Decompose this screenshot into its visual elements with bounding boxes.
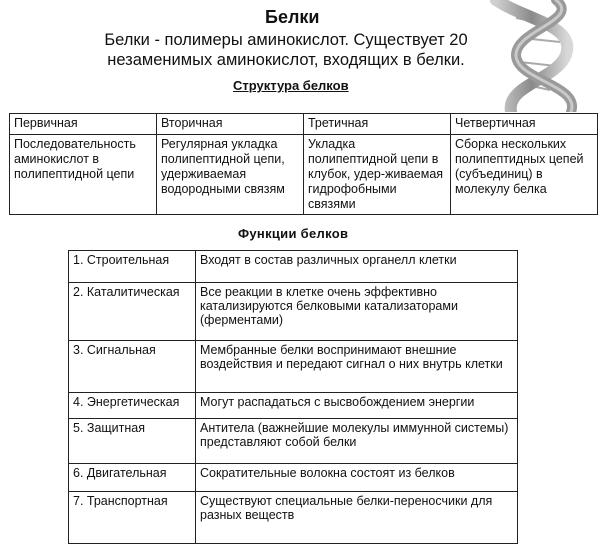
structure-header-row bbox=[10, 114, 598, 135]
function-row bbox=[69, 251, 518, 283]
function-row bbox=[69, 393, 518, 419]
function-name: 5. Защитная bbox=[69, 419, 196, 464]
structure-table bbox=[9, 113, 598, 215]
functions-title: Функции белков bbox=[238, 226, 349, 241]
structure-description-cell: Укладка полипептидной цепи в клубок, удер-живаемая гидрофобными связями bbox=[304, 135, 451, 215]
structure-title: Структура белков bbox=[233, 78, 349, 93]
structure-description-cell: Последовательность аминокислот в полипептидной цепи bbox=[10, 135, 157, 215]
function-name: 6. Двигательная bbox=[69, 464, 196, 492]
structure-header-cell: Третичная bbox=[304, 114, 451, 135]
function-row bbox=[69, 341, 518, 393]
intro-text: Белки - полимеры аминокислот. Существует 20 незаменимых аминокислот, входящих в белки. bbox=[104, 31, 468, 69]
function-description: Входят в состав различных органелл клетки bbox=[196, 251, 518, 283]
functions-table bbox=[68, 250, 518, 544]
function-name: 2. Каталитическая bbox=[69, 283, 196, 341]
dna-helix-icon bbox=[486, 0, 596, 112]
structure-description-cell: Регулярная укладка полипептидной цепи, удерживаемая водородными связям bbox=[157, 135, 304, 215]
structure-description-cell: Сборка нескольких полипептидных цепей (субъединиц) в молекулу белка bbox=[451, 135, 598, 215]
function-name: 7. Транспортная bbox=[69, 492, 196, 544]
function-row bbox=[69, 283, 518, 341]
function-description: Мембранные белки воспринимают внешние воздействия и передают сигнал о них внутрь клетки bbox=[196, 341, 518, 393]
page-title: Белки bbox=[265, 7, 320, 27]
function-row bbox=[69, 492, 518, 544]
function-description: Могут распадаться с высвобождением энергии bbox=[196, 393, 518, 419]
function-description: Сократительные волокна состоят из белков bbox=[196, 464, 518, 492]
structure-header-cell: Четвертичная bbox=[451, 114, 598, 135]
function-row bbox=[69, 419, 518, 464]
structure-header-cell: Вторичная bbox=[157, 114, 304, 135]
function-name: 4. Энергетическая bbox=[69, 393, 196, 419]
function-row bbox=[69, 464, 518, 492]
structure-description-row bbox=[10, 135, 598, 215]
function-name: 1. Строительная bbox=[69, 251, 196, 283]
function-name: 3. Сигнальная bbox=[69, 341, 196, 393]
structure-header-cell: Первичная bbox=[10, 114, 157, 135]
function-description: Антитела (важнейшие молекулы иммунной системы) представляют собой белки bbox=[196, 419, 518, 464]
function-description: Все реакции в клетке очень эффективно катализируются белковыми катализаторами (ферментами) bbox=[196, 283, 518, 341]
function-description: Существуют специальные белки-переносчики для разных веществ bbox=[196, 492, 518, 544]
